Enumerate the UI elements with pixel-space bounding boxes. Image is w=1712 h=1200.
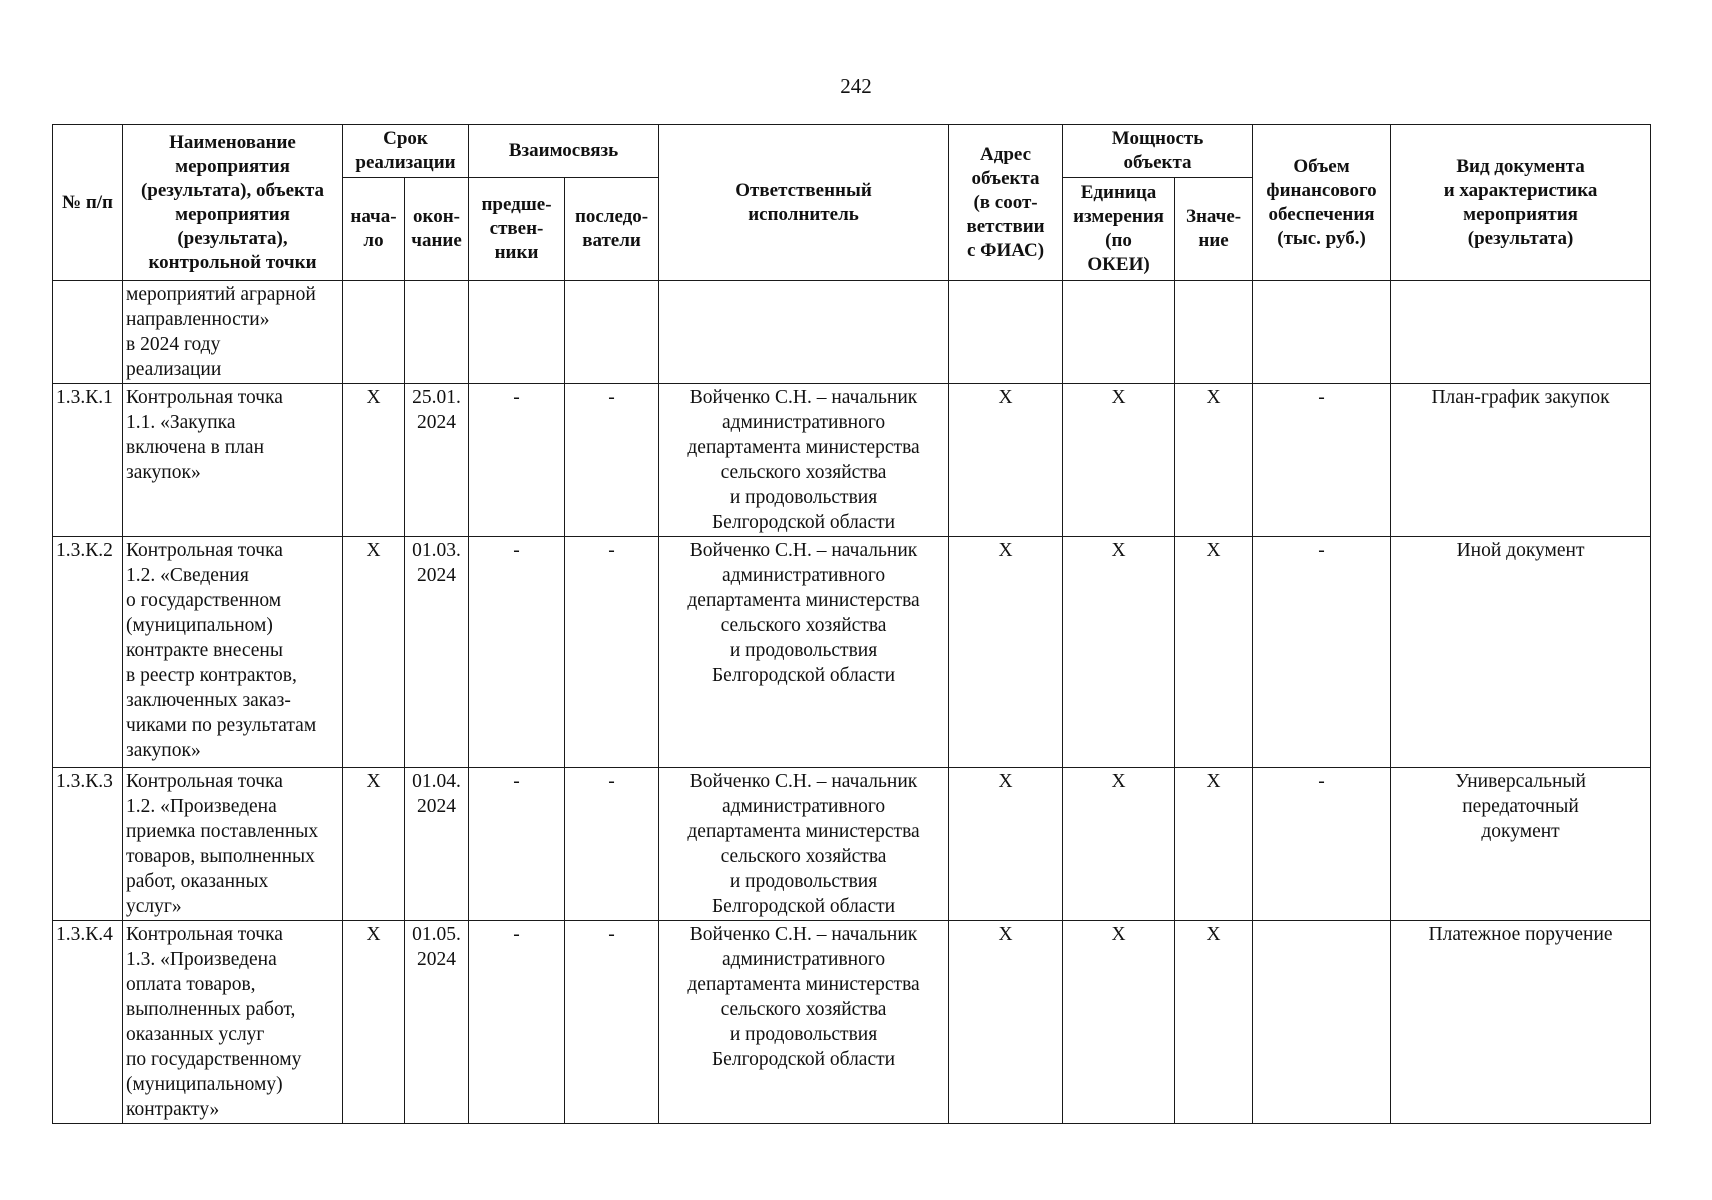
cell-next: - bbox=[565, 768, 659, 921]
cell-doc: Универсальный передаточный документ bbox=[1391, 768, 1651, 921]
cell-doc: Иной документ bbox=[1391, 537, 1651, 768]
cell-unit: X bbox=[1063, 921, 1175, 1124]
cell-prev: - bbox=[469, 921, 565, 1124]
cell-address: X bbox=[949, 768, 1063, 921]
cell-num: 1.3.К.2 bbox=[53, 537, 123, 768]
cell-unit: X bbox=[1063, 768, 1175, 921]
cell-next bbox=[565, 281, 659, 384]
header-link-next: последо- ватели bbox=[565, 178, 659, 281]
cell-address bbox=[949, 281, 1063, 384]
cell-responsible bbox=[659, 281, 949, 384]
header-period-start: нача- ло bbox=[343, 178, 405, 281]
cell-funding bbox=[1253, 921, 1391, 1124]
cell-responsible: Войченко С.Н. – начальник административного департамента министерства сельского хозяйства и продовольствия Белгородской области bbox=[659, 921, 949, 1124]
cell-funding: - bbox=[1253, 537, 1391, 768]
table-row bbox=[53, 537, 1651, 768]
header-row-1 bbox=[53, 125, 1651, 178]
cell-start: X bbox=[343, 384, 405, 537]
header-link: Взаимосвязь bbox=[469, 125, 659, 178]
cell-num bbox=[53, 281, 123, 384]
cell-prev: - bbox=[469, 537, 565, 768]
cell-value: X bbox=[1175, 768, 1253, 921]
cell-value: X bbox=[1175, 537, 1253, 768]
cell-name: Контрольная точка 1.2. «Сведения о государственном (муниципальном) контракте внесены в реестр контрактов, заключенных заказ- чиками по результатам закупок» bbox=[123, 537, 343, 768]
table-row bbox=[53, 281, 1651, 384]
header-capacity: Мощность объекта bbox=[1063, 125, 1253, 178]
cell-funding bbox=[1253, 281, 1391, 384]
cell-next: - bbox=[565, 537, 659, 768]
cell-num: 1.3.К.1 bbox=[53, 384, 123, 537]
header-num: № п/п bbox=[53, 125, 123, 281]
cell-funding: - bbox=[1253, 768, 1391, 921]
header-capacity-value: Значе- ние bbox=[1175, 178, 1253, 281]
cell-start: X bbox=[343, 768, 405, 921]
cell-start: X bbox=[343, 921, 405, 1124]
cell-value bbox=[1175, 281, 1253, 384]
cell-funding: - bbox=[1253, 384, 1391, 537]
cell-unit: X bbox=[1063, 537, 1175, 768]
cell-address: X bbox=[949, 537, 1063, 768]
cell-responsible: Войченко С.Н. – начальник административного департамента министерства сельского хозяйства и продовольствия Белгородской области bbox=[659, 384, 949, 537]
cell-unit: X bbox=[1063, 384, 1175, 537]
cell-value: X bbox=[1175, 384, 1253, 537]
cell-next: - bbox=[565, 921, 659, 1124]
cell-num: 1.3.К.4 bbox=[53, 921, 123, 1124]
header-doc-type: Вид документа и характеристика мероприятия (результата) bbox=[1391, 125, 1651, 281]
cell-end: 01.03. 2024 bbox=[405, 537, 469, 768]
header-address: Адрес объекта (в соот- ветствии с ФИАС) bbox=[949, 125, 1063, 281]
cell-name: Контрольная точка 1.3. «Произведена оплата товаров, выполненных работ, оказанных услуг по государственному (муниципальному) контракту» bbox=[123, 921, 343, 1124]
header-capacity-unit: Единица измерения (по ОКЕИ) bbox=[1063, 178, 1175, 281]
cell-doc: Платежное поручение bbox=[1391, 921, 1651, 1124]
cell-start: X bbox=[343, 537, 405, 768]
cell-end: 01.04. 2024 bbox=[405, 768, 469, 921]
header-period-end: окон- чание bbox=[405, 178, 469, 281]
cell-responsible: Войченко С.Н. – начальник административного департамента министерства сельского хозяйства и продовольствия Белгородской области bbox=[659, 768, 949, 921]
cell-doc: План-график закупок bbox=[1391, 384, 1651, 537]
page-number: 242 bbox=[840, 74, 872, 98]
header-funding: Объем финансового обеспечения (тыс. руб.) bbox=[1253, 125, 1391, 281]
cell-name: Контрольная точка 1.2. «Произведена приемка поставленных товаров, выполненных работ, оказанных услуг» bbox=[123, 768, 343, 921]
cell-prev bbox=[469, 281, 565, 384]
cell-start bbox=[343, 281, 405, 384]
cell-prev: - bbox=[469, 384, 565, 537]
table-row bbox=[53, 384, 1651, 537]
control-points-table bbox=[52, 124, 1651, 1124]
cell-doc bbox=[1391, 281, 1651, 384]
header-name: Наименование мероприятия (результата), объекта мероприятия (результата), контрольной точки bbox=[123, 125, 343, 281]
cell-end: 01.05. 2024 bbox=[405, 921, 469, 1124]
cell-address: X bbox=[949, 921, 1063, 1124]
table-row bbox=[53, 921, 1651, 1124]
cell-next: - bbox=[565, 384, 659, 537]
cell-value: X bbox=[1175, 921, 1253, 1124]
cell-num: 1.3.К.3 bbox=[53, 768, 123, 921]
cell-address: X bbox=[949, 384, 1063, 537]
cell-responsible: Войченко С.Н. – начальник административного департамента министерства сельского хозяйства и продовольствия Белгородской области bbox=[659, 537, 949, 768]
cell-unit bbox=[1063, 281, 1175, 384]
header-responsible: Ответственный исполнитель bbox=[659, 125, 949, 281]
cell-name: Контрольная точка 1.1. «Закупка включена в план закупок» bbox=[123, 384, 343, 537]
header-link-prev: предше- ствен- ники bbox=[469, 178, 565, 281]
table-row bbox=[53, 768, 1651, 921]
cell-name: мероприятий аграрной направленности» в 2024 году реализации bbox=[123, 281, 343, 384]
header-period: Срок реализации bbox=[343, 125, 469, 178]
cell-prev: - bbox=[469, 768, 565, 921]
cell-end: 25.01. 2024 bbox=[405, 384, 469, 537]
cell-end bbox=[405, 281, 469, 384]
